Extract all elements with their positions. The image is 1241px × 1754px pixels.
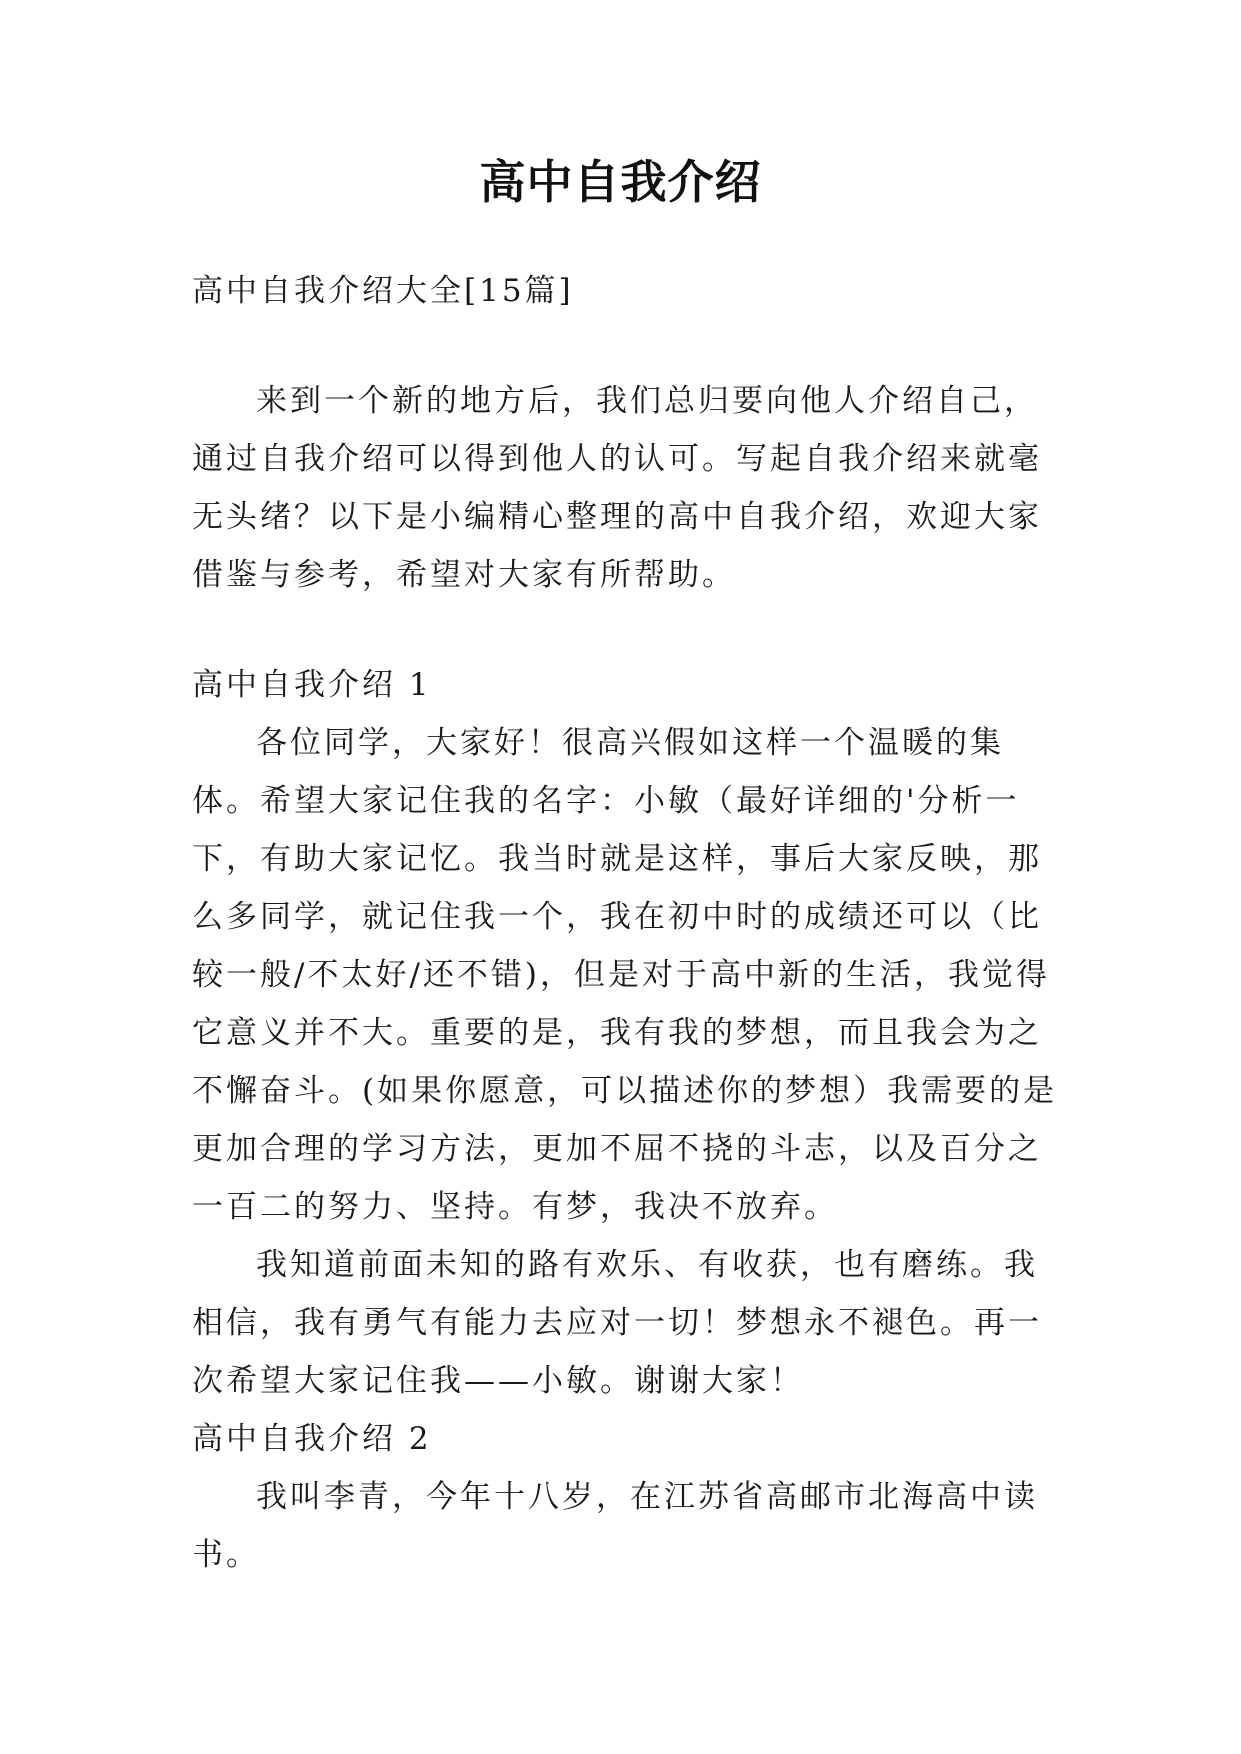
section-heading-2: 高中自我介绍 2	[192, 1421, 432, 1457]
section-1-paragraph-2: 我知道前面未知的路有欢乐、有收获，也有磨练。我相信，我有勇气有能力去应对一切！梦想永不褪色。再一次希望大家记住我——小敏。谢谢大家！	[192, 1247, 1042, 1399]
document-body	[192, 262, 1064, 1584]
section-2-paragraph-1: 我叫李青，今年十八岁，在江苏省高邮市北海高中读书。	[192, 1479, 1038, 1573]
section-heading-1: 高中自我介绍 1	[192, 667, 432, 703]
document-subtitle: 高中自我介绍大全[15篇]	[192, 273, 574, 309]
intro-paragraph: 来到一个新的地方后，我们总归要向他人介绍自己，通过自我介绍可以得到他人的认可。写起自我介绍来就毫无头绪？以下是小编精心整理的高中自我介绍，欢迎大家借鉴与参考，希望对大家有所帮助。	[192, 383, 1042, 593]
page-title: 高中自我介绍	[479, 155, 762, 209]
section-1-paragraph-1: 各位同学，大家好！很高兴假如这样一个温暖的集体。希望大家记住我的名字：小敏（最好详细的'分析一下，有助大家记忆。我当时就是这样，事后大家反映，那么多同学，就记住我一个，我在初中时的成绩还可以（比较一般/不太好/还不错)，但是对于高中新的生活，我觉得它意义并不大。重要的是，我有我的梦想，而且我会为之不懈奋斗。(如果你愿意，可以描述你的梦想）我需要的是更加合理的学习方法，更加不屈不挠的斗志，以及百分之一百二的努力、坚持。有梦，我决不放弃。	[192, 725, 1058, 1225]
